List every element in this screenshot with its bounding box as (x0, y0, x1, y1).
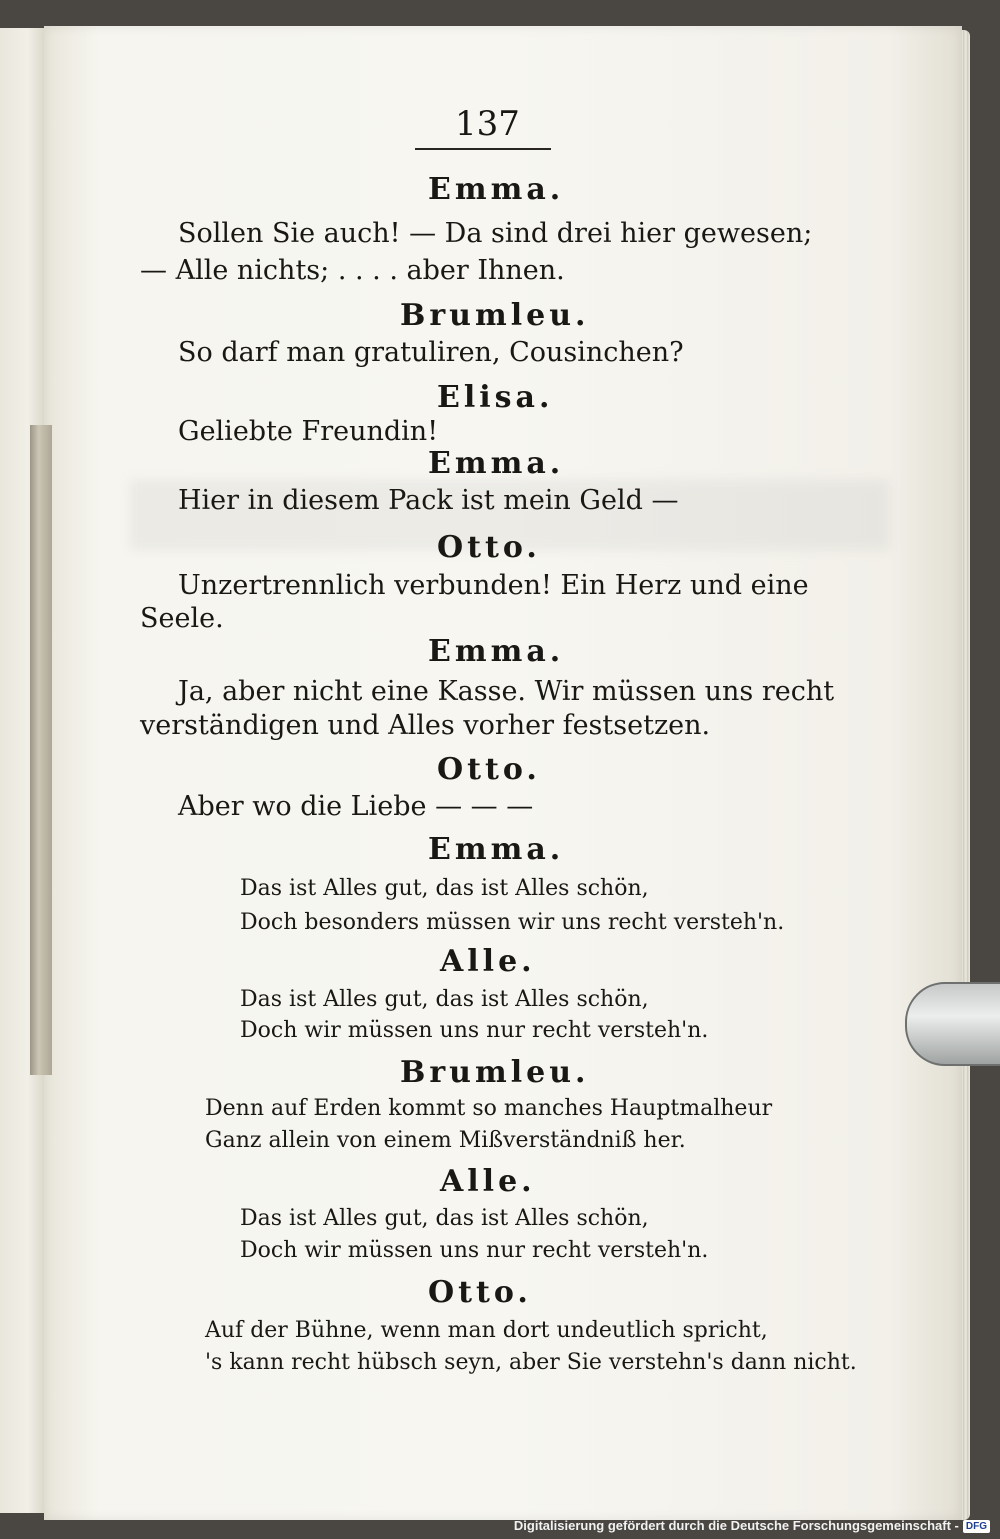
speaker-label: Otto. (428, 1275, 532, 1310)
dialog-line: Unzertrennlich verbunden! Ein Herz und eine (178, 570, 809, 601)
dfg-logo: DFG (963, 1520, 990, 1533)
verse-line: Denn auf Erden kommt so manches Hauptmalheur (205, 1096, 773, 1121)
verse-line: Das ist Alles gut, das ist Alles schön, (240, 987, 649, 1012)
credit-text: Digitalisierung gefördert durch die Deutsche Forschungsgemeinschaft - (513, 1518, 959, 1533)
verse-line: Doch wir müssen uns nur recht versteh'n. (240, 1238, 709, 1263)
speaker-label: Brumleu. (400, 1055, 590, 1090)
page-number: 137 (455, 104, 520, 144)
page-number-rule (415, 148, 551, 150)
speaker-label: Emma. (428, 832, 565, 867)
speaker-label: Alle. (440, 1164, 536, 1199)
speaker-label: Emma. (428, 446, 565, 481)
verse-line: Auf der Bühne, wenn man dort undeutlich spricht, (205, 1318, 768, 1343)
dialog-line: Hier in diesem Pack ist mein Geld — (178, 485, 679, 516)
verse-line: 's kann recht hübsch seyn, aber Sie verstehn's dann nicht. (205, 1350, 857, 1375)
speaker-label: Emma. (428, 634, 565, 669)
verse-line: Doch wir müssen uns nur recht versteh'n. (240, 1018, 709, 1043)
dialog-line: — Alle nichts; . . . . aber Ihnen. (140, 255, 565, 286)
speaker-label: Elisa. (437, 380, 554, 415)
dialog-line: Geliebte Freundin! (178, 416, 439, 447)
speaker-label: Emma. (428, 172, 565, 207)
verse-line: Doch besonders müssen wir uns recht versteh'n. (240, 910, 785, 935)
verse-line: Ganz allein von einem Mißverständniß her. (205, 1128, 686, 1153)
verse-line: Das ist Alles gut, das ist Alles schön, (240, 876, 649, 901)
digitization-credit (514, 1518, 990, 1533)
dialog-line: Seele. (140, 603, 224, 634)
dialog-line: Ja, aber nicht eine Kasse. Wir müssen uns recht (178, 676, 835, 707)
speaker-label: Otto. (437, 530, 541, 565)
speaker-label: Otto. (437, 752, 541, 787)
dialog-line: So darf man gratuliren, Cousinchen? (178, 337, 684, 368)
dialog-line: Sollen Sie auch! — Da sind drei hier gewesen; (178, 218, 813, 249)
dialog-line: Aber wo die Liebe — — — (178, 791, 534, 822)
verse-line: Das ist Alles gut, das ist Alles schön, (240, 1206, 649, 1231)
speaker-label: Brumleu. (400, 298, 590, 333)
dialog-line: verständigen und Alles vorher festsetzen. (140, 710, 711, 741)
speaker-label: Alle. (440, 944, 536, 979)
